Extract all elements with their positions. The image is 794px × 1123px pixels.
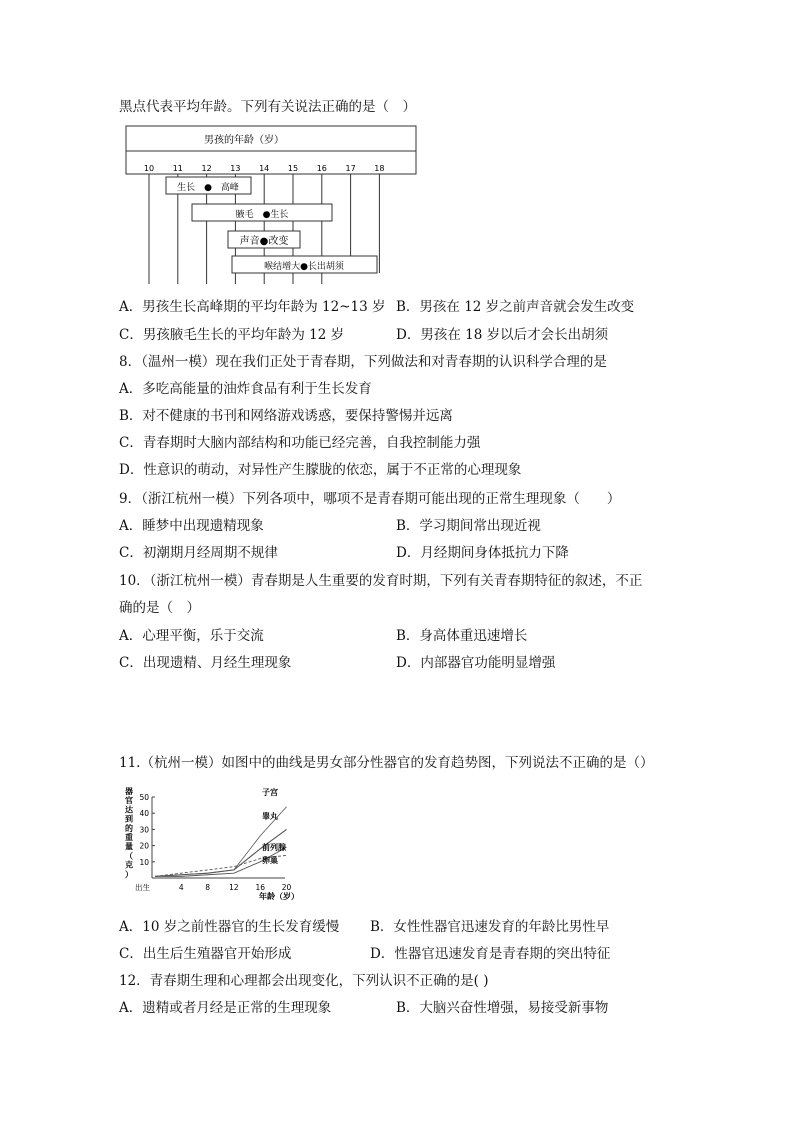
timeline-tick-12: 12 <box>201 164 212 173</box>
q10-stem-line1: 10．（浙江杭州一模）青春期是人生重要的发育时期，下列有关青春期特征的叙述，不正 <box>119 573 643 589</box>
puberty-timeline-figure <box>124 124 424 284</box>
q10-option-c: C．出现遗精、月经生理现象 <box>119 655 292 671</box>
chart-y-axis-label-char: 重 <box>125 833 133 842</box>
chart-x-tick-3: 12 <box>229 883 239 892</box>
chart-series-line-1 <box>155 829 287 876</box>
q12-option-b: B．大脑兴奋性增强，易接受新事物 <box>396 1000 609 1016</box>
timeline-bar-beard-label: 喉结增大●长出胡须 <box>264 262 344 272</box>
timeline-tick-10: 10 <box>143 164 155 173</box>
chart-y-axis-label-char: 达 <box>125 805 133 815</box>
chart-y-axis-label-char: 官 <box>125 796 133 806</box>
q7-option-a: A．男孩生长高峰期的平均年龄为 12~13 岁 <box>119 299 386 315</box>
chart-x-tick-1: 4 <box>178 883 184 892</box>
timeline-tick-14: 14 <box>259 164 270 173</box>
chart-series-label-2: 前列腺 <box>262 843 286 852</box>
q11-option-b: B．女性性器官迅速发育的年龄比男性早 <box>370 919 610 935</box>
q9-option-d: D．月经期间身体抵抗力下降 <box>396 545 569 561</box>
q7-option-b: B．男孩在 12 岁之前声音就会发生改变 <box>396 299 635 315</box>
chart-y-axis-label-char: （ <box>125 851 133 861</box>
q8-option-d: D．性意识的萌动，对异性产生朦胧的依恋，属于不正常的心理现象 <box>119 462 522 478</box>
question-intro: 黑点代表平均年龄。下列有关说法正确的是（ ） <box>119 99 416 115</box>
timeline-header: 男孩的年龄（岁） <box>204 135 284 146</box>
q12-option-a: A．遗精或者月经是正常的生理现象 <box>119 1000 332 1016</box>
timeline-bar-voice-label: 声音●改变 <box>239 236 289 247</box>
q8-stem: 8．（温州一模）现在我们正处于青春期，下列做法和对青春期的认识科学合理的是 <box>119 354 607 370</box>
chart-y-axis-label-char: 到 <box>125 814 133 824</box>
chart-series-label-0: 子宫 <box>262 788 278 797</box>
q11-option-d: D．性器官迅速发育是青春期的突出特征 <box>370 946 611 962</box>
q9-option-b: B．学习期间常出现近视 <box>396 518 541 534</box>
chart-y-tick-10: 10 <box>139 857 149 867</box>
timeline-tick-13: 13 <box>230 164 241 173</box>
q11-option-a: A．10 岁之前性器官的生长发育缓慢 <box>119 919 340 935</box>
chart-x-axis-label: 年龄（岁） <box>259 892 299 901</box>
chart-y-tick-30: 30 <box>139 825 149 835</box>
timeline-tick-11: 11 <box>172 164 183 173</box>
q10-stem-line2: 确的是（ ） <box>119 600 200 616</box>
chart-y-tick-40: 40 <box>139 809 149 819</box>
timeline-bar-armpit-label: 腋毛 ●生长 <box>235 210 289 220</box>
organ-development-chart <box>119 783 309 908</box>
chart-x-tick-5: 20 <box>281 883 292 892</box>
timeline-header-box <box>126 126 416 174</box>
q10-option-a: A．心理平衡，乐于交流 <box>119 628 264 644</box>
timeline-tick-15: 15 <box>287 164 299 173</box>
chart-y-axis-label-char: 的 <box>125 823 133 833</box>
q10-option-d: D．内部器官功能明显增强 <box>396 655 556 671</box>
q8-option-a: A．多吃高能量的油炸食品有利于生长发育 <box>119 381 372 397</box>
q8-option-c: C．青春期时大脑内部结构和功能已经完善，自我控制能力强 <box>119 435 481 451</box>
q12-stem: 12．青春期生理和心理都会出现变化，下列认识不正确的是( ) <box>119 973 489 989</box>
timeline-tick-16: 16 <box>316 164 327 173</box>
q9-option-a: A．睡梦中出现遗精现象 <box>119 518 264 534</box>
timeline-tick-17: 17 <box>345 164 356 173</box>
q8-option-b: B．对不健康的书刊和网络游戏诱惑，要保持警惕并远离 <box>119 408 453 424</box>
chart-x-tick-0: 出生 <box>135 883 150 892</box>
chart-y-axis-label-char: 克 <box>125 860 133 870</box>
chart-x-tick-4: 16 <box>255 883 265 892</box>
q7-option-c: C．男孩腋毛生长的平均年龄为 12 岁 <box>119 327 345 343</box>
timeline-tick-18: 18 <box>374 164 385 173</box>
chart-y-axis-label-char: 器 <box>125 787 133 796</box>
chart-series-label-1: 睾丸 <box>262 812 278 821</box>
chart-series-label-3: 卵巢 <box>262 856 278 865</box>
q7-option-d: D．男孩在 18 岁以后才会长出胡须 <box>396 327 609 343</box>
chart-y-axis-label-char: ） <box>125 869 133 879</box>
q11-option-c: C．出生后生殖器官开始形成 <box>119 946 292 962</box>
q9-option-c: C．初潮期月经周期不规律 <box>119 545 278 561</box>
q9-stem: 9．（浙江杭州一模）下列各项中，哪项不是青春期可能出现的正常生理现象（ ） <box>119 491 621 507</box>
q10-option-b: B．身高体重迅速增长 <box>396 628 528 644</box>
chart-x-tick-2: 8 <box>205 883 210 892</box>
chart-y-tick-50: 50 <box>139 793 149 802</box>
chart-y-tick-20: 20 <box>139 841 149 851</box>
timeline-bar-growth-label: 生长 ● 高峰 <box>177 183 239 193</box>
q11-stem: 11.（杭州一模）如图中的曲线是男女部分性器官的发育趋势图，下列说法不正确的是（） <box>119 755 654 771</box>
chart-y-axis-label-char: 量 <box>125 842 133 852</box>
